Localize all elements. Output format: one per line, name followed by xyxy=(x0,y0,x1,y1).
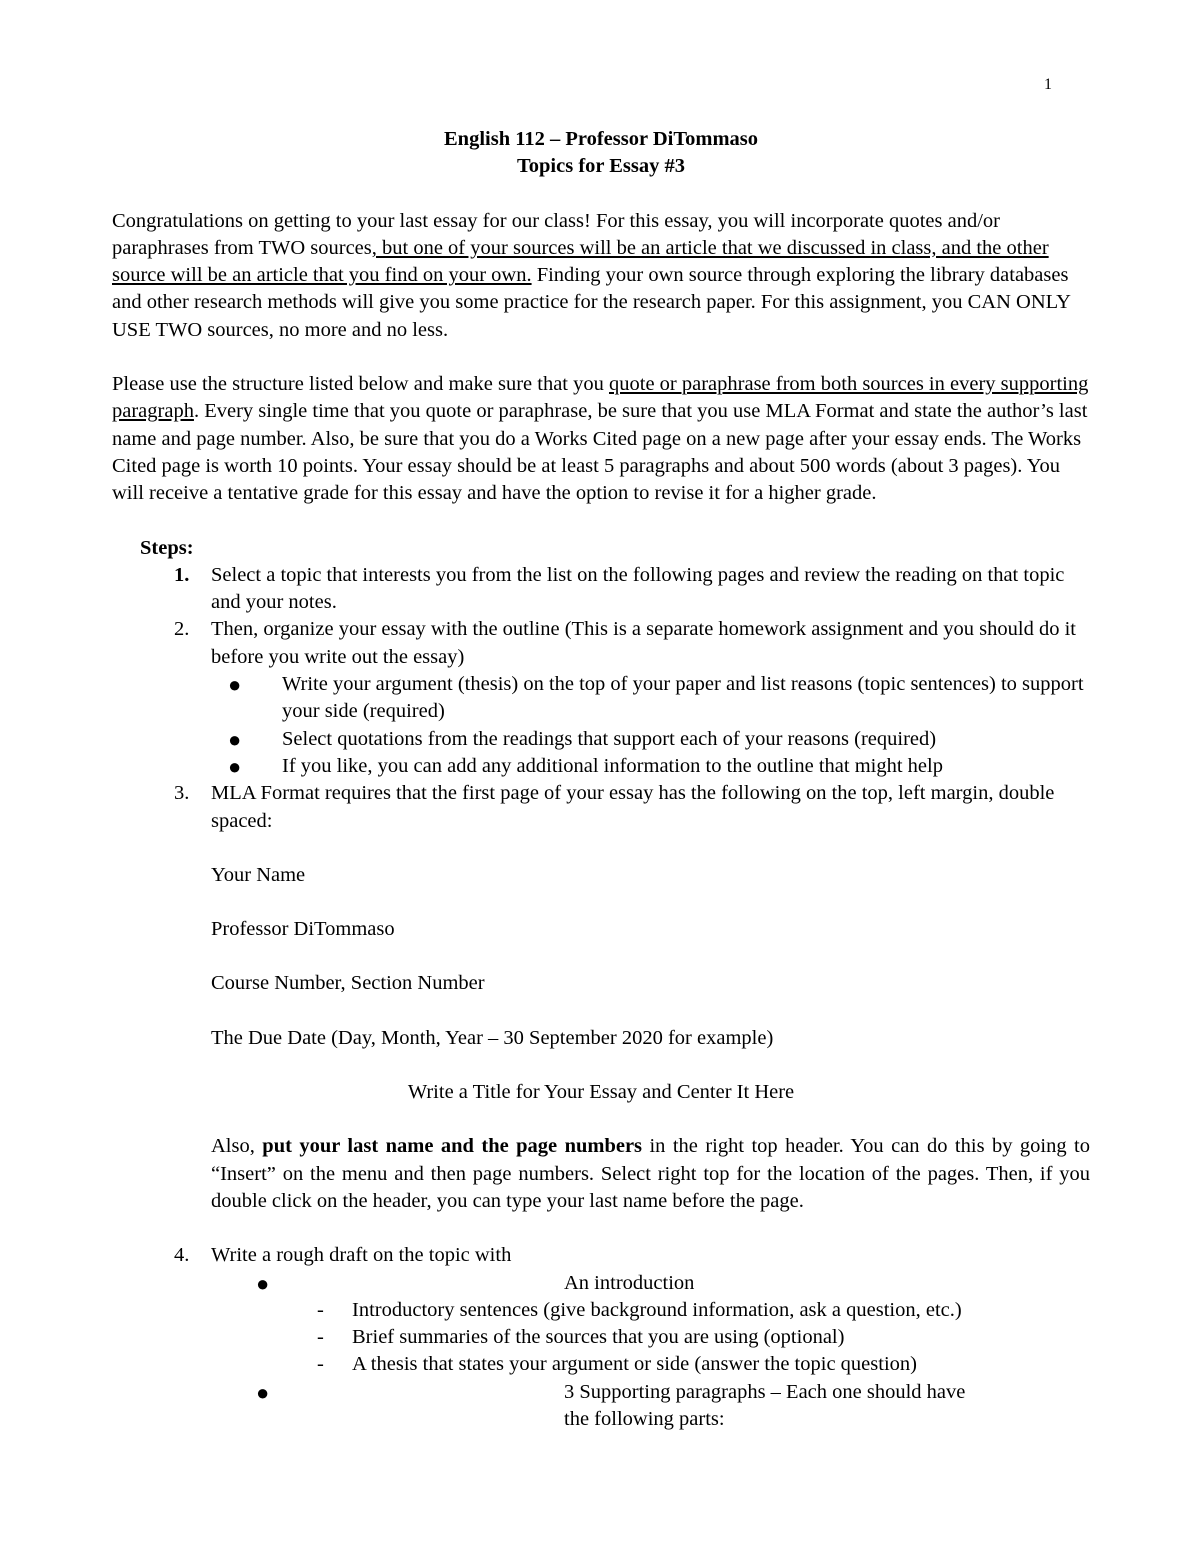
mla-date: The Due Date (Day, Month, Year – 30 September 2020 for example) xyxy=(211,1026,774,1049)
list-item xyxy=(112,1270,1090,1297)
mla-title: Write a Title for Your Essay and Center It Here xyxy=(407,1081,795,1104)
intro-text: . Every single time that you quote or paraphrase, be sure that you use MLA Format and state the author’s last name and page number. Also, be sure that you do a Works Cited page on a new page after your essay ends. The Works Cited page is worth 10 points. Your essay should be at least 5 paragraphs and about 500 words (about 3 pages). You will receive a tentative grade for this essay and have the option to revise it for a higher grade. xyxy=(112,400,1088,505)
bullet-icon: ● xyxy=(228,672,242,698)
title-line-2: Topics for Essay #3 xyxy=(516,155,686,178)
dash-text: Introductory sentences (give background information, ask a question, etc.) xyxy=(352,1298,962,1321)
dash-icon: - xyxy=(317,1353,324,1376)
steps-heading: Steps: xyxy=(140,536,194,559)
step-number: 3. xyxy=(174,782,190,805)
bullet-icon: ● xyxy=(256,1270,270,1296)
list-item xyxy=(112,1351,1090,1378)
instruction-text: Also, xyxy=(211,1135,263,1158)
mla-name: Your Name xyxy=(211,863,306,886)
underlined-text: , but one of your sources will be an article that we discussed in class, and the other source will be an article that you find on your own. xyxy=(112,236,1049,287)
bullet-text: An introduction xyxy=(564,1271,695,1294)
step-number: 2. xyxy=(174,618,190,641)
step-4 xyxy=(112,1242,1090,1269)
step-2 xyxy=(112,616,1090,671)
list-item xyxy=(112,753,1090,780)
list-item xyxy=(112,726,1090,753)
step-text: MLA Format requires that the first page of your essay has the following on the top, left margin, double spaced: xyxy=(211,782,1055,832)
dash-icon: - xyxy=(317,1298,324,1321)
mla-example xyxy=(112,862,1090,1052)
bullet-icon: ● xyxy=(228,753,242,779)
step-number: 1. xyxy=(174,563,190,586)
intro-text: Please use the structure listed below and make sure that you xyxy=(112,373,609,396)
step-text: Then, organize your essay with the outline (This is a separate homework assignment and you should do it before you write out the essay) xyxy=(211,618,1076,668)
bullet-text: Select quotations from the readings that support each of your reasons (required) xyxy=(282,727,937,750)
list-item xyxy=(112,1324,1090,1351)
page-number: 1 xyxy=(1044,76,1052,93)
step-3 xyxy=(112,780,1090,835)
step-1 xyxy=(112,562,1090,617)
list-item xyxy=(112,671,1090,726)
list-item xyxy=(112,1297,1090,1324)
dash-text: Brief summaries of the sources that you are using (optional) xyxy=(352,1326,845,1349)
bullet-text: 3 Supporting paragraphs – Each one should have xyxy=(564,1380,966,1403)
bullet-text: If you like, you can add any additional information to the outline that might help xyxy=(282,754,943,777)
bullet-icon: ● xyxy=(228,726,242,752)
instruction-text: in the right top header. You can do this by going to “Insert” on the menu and then page numbers. Select right top for the location of the pages. Then, if you double click on the header, you can type your last name before the page. xyxy=(211,1135,1090,1212)
header-instructions xyxy=(112,1133,1090,1215)
document-body xyxy=(112,126,1090,1433)
step-text: Write a rough draft on the topic with xyxy=(211,1244,512,1267)
bullet-icon: ● xyxy=(256,1379,270,1405)
underlined-text: quote or paraphrase from both sources in every supporting paragraph xyxy=(112,373,1089,423)
intro-text: Congratulations on getting to your last essay for our class! For this essay, you will incorporate quotes and/or paraphrases from TWO sources xyxy=(112,209,1000,259)
bullet-text: the following parts: xyxy=(564,1407,725,1430)
intro-paragraph-2 xyxy=(112,371,1090,507)
bold-text: put your last name and the page numbers xyxy=(262,1135,643,1158)
dash-icon: - xyxy=(317,1326,324,1349)
intro-paragraph-1 xyxy=(112,208,1090,344)
mla-professor: Professor DiTommaso xyxy=(211,918,395,941)
step-text: Select a topic that interests you from the list on the following pages and review the reading on that topic and your notes. xyxy=(211,563,1065,614)
dash-text: A thesis that states your argument or side (answer the topic question) xyxy=(352,1353,917,1376)
mla-course: Course Number, Section Number xyxy=(211,972,485,995)
title-line-1: English 112 – Professor DiTommaso xyxy=(444,128,758,150)
bullet-text: Write your argument (thesis) on the top of your paper and list reasons (topic sentences) to support your side (required) xyxy=(282,673,1084,723)
list-item xyxy=(112,1379,1090,1434)
intro-text: Finding your own source through exploring the library databases and other research methods will give you some practice for the research paper. For this assignment, you CAN ONLY USE TWO sources, no more and no less. xyxy=(112,264,1071,341)
step-number: 4. xyxy=(174,1244,190,1267)
